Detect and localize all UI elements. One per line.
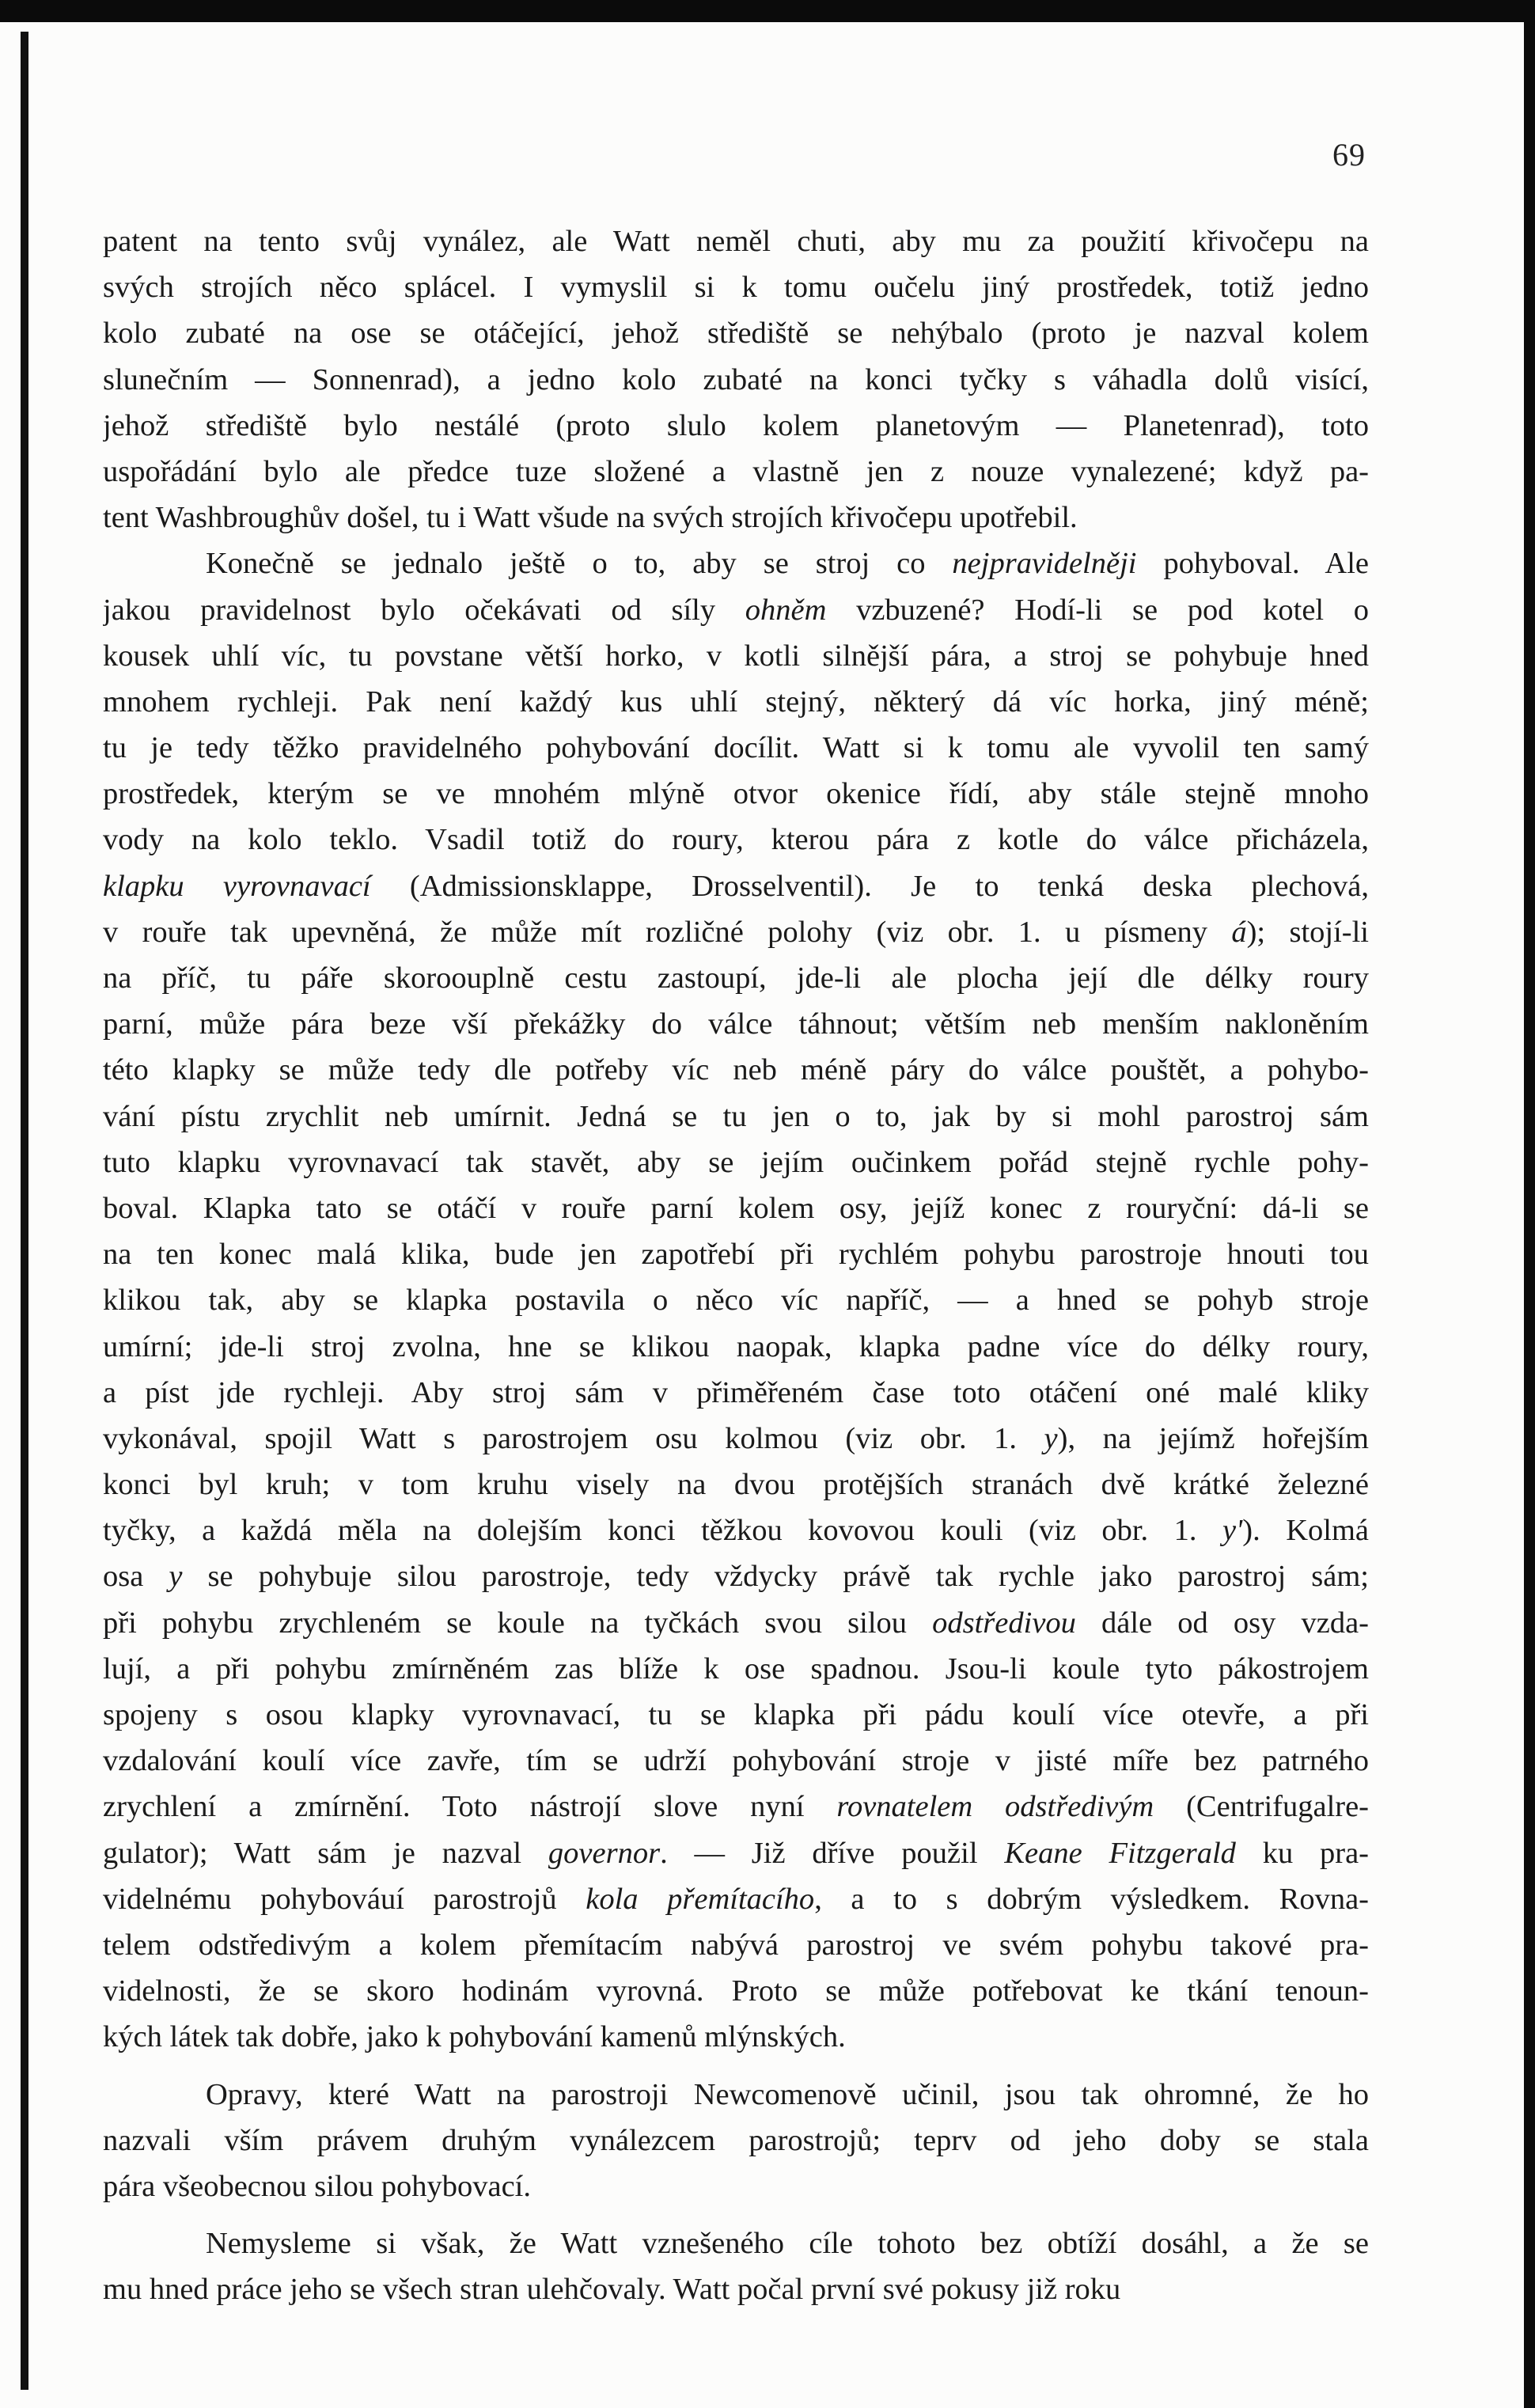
- text-line: [103, 540, 1369, 586]
- text-line: [103, 1692, 1369, 1738]
- text-line: [103, 1876, 1369, 1922]
- text-line: [103, 264, 1369, 310]
- text-run: jehož střediště bylo nestálé (proto slulo kolem planetovým — Planetenrad), toto: [103, 408, 1369, 442]
- text-run: pohyboval. Ale: [1136, 547, 1369, 581]
- text-line: [103, 449, 1369, 495]
- text-line: [103, 1001, 1369, 1047]
- text-run: slunečním — Sonnenrad), a jedno kolo zubaté na konci tyčky s váhadla dolů visící,: [103, 362, 1369, 396]
- text-run: osa: [103, 1560, 169, 1594]
- text-line: [103, 1231, 1369, 1277]
- text-line: [103, 587, 1369, 633]
- text-run: ), na jejímž hořejším: [1057, 1421, 1369, 1455]
- text-run: (Centrifugalre-: [1154, 1790, 1369, 1824]
- text-run: kousek uhlí víc, tu povstane větší horko, v kotli silnější pára, a stroj se pohybuje hned: [103, 639, 1369, 673]
- italic-term: ohněm: [745, 593, 827, 627]
- text-run: vzdalování koulí více zavře, tím se udrží pohybování stroje v jisté míře bez patrného: [103, 1744, 1369, 1778]
- text-run: svých strojích něco splácel. I vymyslil si k tomu oučelu jiný prostředek, totiž jedno: [103, 271, 1369, 305]
- text-run: ). Kolmá: [1242, 1514, 1369, 1548]
- text-run: videlnému pohybováuí parostrojů: [103, 1882, 586, 1916]
- text-line: [103, 1968, 1369, 2014]
- text-run: nazvali vším právem druhým vynálezcem parostrojů; teprv od jeho doby se stala: [103, 2123, 1369, 2157]
- text-run: Opravy, které Watt na parostroji Newcomenově učinil, jsou tak ohromné, že ho: [206, 2077, 1369, 2111]
- text-run: lují, a při pohybu zmírněném zas blíže k ose spadnou. Jsou-li koule tyto pákostrojem: [103, 1651, 1369, 1686]
- text-run: jakou pravidelnost bylo očekávati od síly: [103, 593, 745, 627]
- italic-term: governor: [548, 1836, 661, 1870]
- text-run: klikou tak, aby se klapka postavila o něco víc napříč, — a hned se pohyb stroje: [103, 1284, 1369, 1318]
- scan-border-right: [1524, 0, 1535, 2408]
- text-line: [103, 403, 1369, 449]
- text-line: [103, 863, 1369, 909]
- text-line: [103, 2118, 1369, 2163]
- italic-term: odstředivou: [932, 1606, 1076, 1640]
- text-line: [103, 357, 1369, 403]
- text-line: [103, 1277, 1369, 1323]
- text-run: patent na tento svůj vynález, ale Watt neměl chuti, aby mu za použití křivočepu na: [103, 225, 1369, 258]
- italic-term: á: [1231, 915, 1247, 949]
- text-run: vykonával, spojil Watt s parostrojem osu kolmou (viz obr. 1.: [103, 1421, 1044, 1455]
- text-line: [103, 1047, 1369, 1093]
- text-line: [103, 955, 1369, 1001]
- text-run: v rouře tak upevněná, že může mít rozličné polohy (viz obr. 1. u písmeny: [103, 915, 1232, 949]
- text-line: [103, 1140, 1369, 1185]
- text-run: parní, může pára beze vší překážky do válce táhnout; větším neb menším nakloněním: [103, 1007, 1369, 1041]
- text-line: [103, 725, 1369, 771]
- text-line: [103, 2163, 1369, 2209]
- text-run: mu hned práce jeho se všech stran ulehčovaly. Watt počal první své pokusy již roku: [103, 2273, 1121, 2307]
- scan-border-top: [0, 0, 1535, 22]
- text-line: [103, 679, 1369, 725]
- text-run: Nemysleme si však, že Watt vznešeného cíle tohoto bez obtíží dosáhl, a že se: [206, 2227, 1369, 2261]
- text-line: [103, 495, 1369, 540]
- text-run: tyčky, a každá měla na dolejším konci těžkou kovovou kouli (viz obr. 1.: [103, 1514, 1222, 1548]
- text-run: na ten konec malá klika, bude jen zapotřebí při rychlém pohybu parostroje hnouti tou: [103, 1238, 1369, 1272]
- text-run: . — Již dříve použil: [660, 1836, 1005, 1870]
- text-line: [103, 1738, 1369, 1784]
- text-line: [103, 2014, 1369, 2060]
- italic-term: kola přemítacího: [586, 1882, 815, 1916]
- text-run: tent Washbroughův došel, tu i Watt všude na svých strojích křivočepu upotřebil.: [103, 501, 1078, 535]
- text-line: [103, 2220, 1369, 2266]
- text-line: [103, 1094, 1369, 1140]
- text-run: dále od osy vzda-: [1075, 1606, 1369, 1640]
- text-line: [103, 1553, 1369, 1599]
- text-line: [103, 2266, 1369, 2312]
- text-run: tu je tedy těžko pravidelného pohybování docílit. Watt si k tomu ale vyvolil ten samý: [103, 731, 1369, 765]
- scan-border-left: [21, 32, 28, 2390]
- text-run: kolo zubaté na ose se otáčející, jehož střediště se nehýbalo (proto je nazval kolem: [103, 317, 1369, 351]
- page-number: 69: [1332, 137, 1366, 173]
- text-line: [103, 218, 1369, 264]
- text-line: [103, 771, 1369, 817]
- text-line: [103, 1507, 1369, 1553]
- text-run: ku pra-: [1235, 1836, 1369, 1870]
- text-line: [103, 633, 1369, 679]
- text-run: spojeny s osou klapky vyrovnavací, tu se klapka při pádu koulí více otevře, a při: [103, 1698, 1369, 1731]
- italic-term: y: [1044, 1421, 1058, 1455]
- text-run: Konečně se jednalo ještě o to, aby se stroj co: [206, 547, 953, 581]
- text-run: (Admissionsklappe, Drosselventil). Je to tenká deska plechová,: [370, 869, 1369, 903]
- text-line: [103, 817, 1369, 863]
- text-run: na příč, tu páře skoroouplně cestu zastoupí, jde-li ale plocha její dle délky roury: [103, 961, 1369, 995]
- body-text: [103, 218, 1369, 2312]
- text-line: [103, 1462, 1369, 1507]
- text-run: gulator); Watt sám je nazval: [103, 1836, 548, 1870]
- text-run: videlnosti, že se skoro hodinám vyrovná. Proto se může potřebovat ke tkání tenoun-: [103, 1974, 1369, 2008]
- text-run: pára všeobecnou silou pohybovací.: [103, 2169, 531, 2203]
- text-run: umírní; jde-li stroj zvolna, hne se klikou naopak, klapka padne více do délky roury,: [103, 1329, 1369, 1363]
- text-run: při pohybu zrychleném se koule na tyčkách svou silou: [103, 1606, 933, 1640]
- text-line: [103, 1370, 1369, 1416]
- text-run: se pohybuje silou parostroje, tedy vždycky právě tak rychle jako parostroj sám;: [182, 1560, 1369, 1594]
- text-run: ); stojí-li: [1246, 915, 1369, 949]
- text-run: kých látek tak dobře, jako k pohybování kamenů mlýnských.: [103, 2020, 846, 2054]
- text-line: [103, 1185, 1369, 1231]
- text-line: [103, 1784, 1369, 1830]
- text-line: [103, 1600, 1369, 1646]
- text-run: vody na kolo teklo. Vsadil totiž do roury, kterou pára z kotle do válce přicházela,: [103, 823, 1369, 857]
- text-run: tuto klapku vyrovnavací tak stavět, aby se jejím oučinkem pořád stejně rychle pohy-: [103, 1145, 1369, 1179]
- text-run: , a to s dobrým výsledkem. Rovna-: [814, 1882, 1369, 1916]
- text-run: zrychlení a zmírnění. Toto nástrojí slove nyní: [103, 1790, 837, 1824]
- text-run: a píst jde rychleji. Aby stroj sám v přiměřeném čase toto otáčení oné malé kliky: [103, 1375, 1369, 1409]
- text-line: [103, 1830, 1369, 1876]
- text-run: konci byl kruh; v tom kruhu visely na dvou protějších stranách dvě krátké železné: [103, 1468, 1369, 1502]
- text-run: telem odstředivým a kolem přemítacím nabývá parostroj ve svém pohybu takové pra-: [103, 1928, 1369, 1962]
- text-line: [103, 909, 1369, 955]
- text-run: boval. Klapka tato se otáčí v rouře parní kolem osy, jejíž konec z rouryční: dá-li se: [103, 1191, 1369, 1225]
- text-line: [103, 2072, 1369, 2118]
- italic-term: klapku vyrovnavací: [103, 869, 371, 903]
- text-run: mnohem rychleji. Pak není každý kus uhlí stejný, některý dá víc horka, jiný méně;: [103, 684, 1369, 719]
- italic-term: Keane Fitzgerald: [1004, 1836, 1236, 1870]
- text-line: [103, 1646, 1369, 1692]
- paragraph-gap: [103, 2061, 1369, 2072]
- text-line: [103, 1324, 1369, 1370]
- text-run: této klapky se může tedy dle potřeby víc neb méně páry do válce pouštět, a pohybo-: [103, 1053, 1369, 1087]
- text-run: prostředek, kterým se ve mnohém mlýně otvor okenice řídí, aby stále stejně mnoho: [103, 777, 1369, 811]
- text-run: uspořádání bylo ale předce tuze složené a vlastně jen z nouze vynalezené; když pa-: [103, 454, 1369, 488]
- text-run: vání pístu zrychlit neb umírnit. Jedná se tu jen o to, jak by si mohl parostroj sám: [103, 1099, 1369, 1133]
- italic-term: y: [169, 1560, 183, 1594]
- italic-term: rovnatelem odstředivým: [836, 1790, 1154, 1824]
- text-line: [103, 1922, 1369, 1968]
- text-line: [103, 1416, 1369, 1462]
- italic-term: nejpravidelněji: [952, 547, 1137, 581]
- text-line: [103, 310, 1369, 356]
- text-run: vzbuzené? Hodí-li se pod kotel o: [826, 593, 1369, 627]
- italic-term: y': [1222, 1514, 1243, 1548]
- paragraph-gap: [103, 2209, 1369, 2220]
